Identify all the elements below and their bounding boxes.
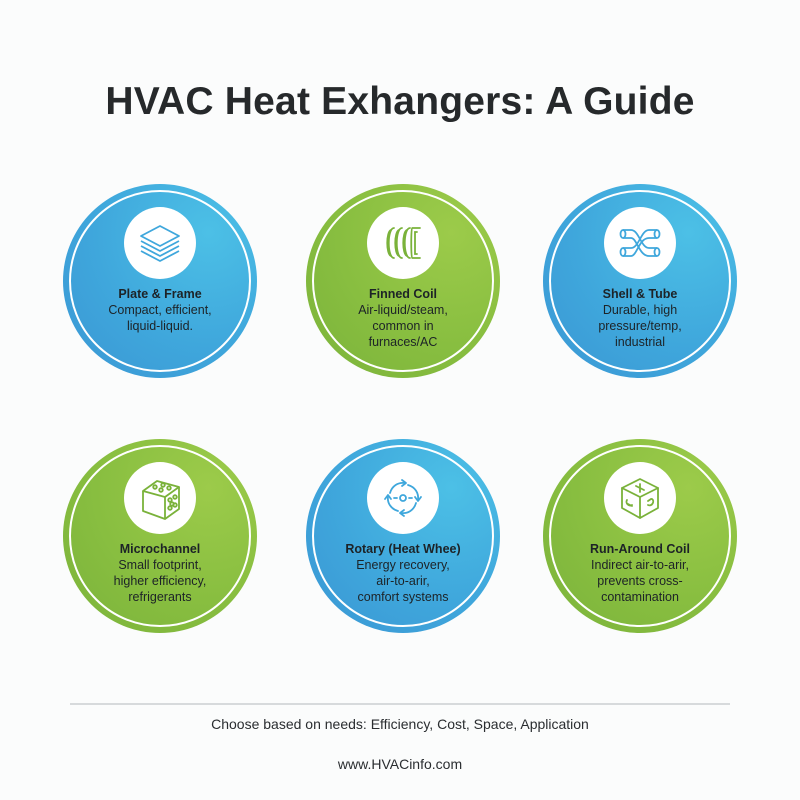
card-desc-line: prevents cross- bbox=[597, 574, 683, 588]
icon-badge bbox=[124, 462, 196, 534]
page-title: HVAC Heat Exhangers: A Guide bbox=[105, 80, 695, 123]
card-desc-line: industrial bbox=[614, 335, 666, 349]
icon-badge bbox=[367, 462, 439, 534]
card-run-around-coil bbox=[543, 439, 737, 633]
card-plate-and-frame bbox=[63, 184, 257, 378]
coil-fins-icon bbox=[378, 218, 428, 268]
card-desc-line: pressure/temp, bbox=[598, 319, 682, 333]
card-desc-line: Air-liquid/steam, bbox=[358, 303, 448, 317]
card-desc-line: air-to-arir, bbox=[376, 574, 430, 588]
card-desc-line: furnaces/AC bbox=[368, 335, 438, 349]
card-desc-line: Durable, high bbox=[602, 303, 678, 317]
card-title: Plate & Frame bbox=[118, 287, 202, 301]
card-text bbox=[561, 286, 719, 350]
footer-website: www.HVACinfo.com bbox=[337, 756, 463, 772]
card-desc-line: higher efficiency, bbox=[113, 574, 207, 588]
card-rotary-heat-wheel bbox=[306, 439, 500, 633]
card-desc-line: refrigerants bbox=[128, 590, 192, 604]
card-title: Shell & Tube bbox=[602, 287, 678, 301]
card-title: Microchannel bbox=[119, 542, 201, 556]
card-microchannel bbox=[63, 439, 257, 633]
footer-tagline: Choose based on needs: Efficiency, Cost, Space, Application bbox=[211, 716, 589, 732]
card-desc-line: common in bbox=[372, 319, 434, 333]
card-text bbox=[324, 286, 482, 350]
card-shell-and-tube bbox=[543, 184, 737, 378]
stacked-plates-icon bbox=[135, 218, 185, 268]
card-desc-line: contamination bbox=[601, 590, 679, 604]
card-finned-coil bbox=[306, 184, 500, 378]
card-title: Run-Around Coil bbox=[590, 542, 690, 556]
rotating-arrows-icon bbox=[378, 473, 428, 523]
card-title: Finned Coil bbox=[368, 287, 438, 301]
icon-badge bbox=[124, 207, 196, 279]
card-desc-line: Small footprint, bbox=[118, 558, 202, 572]
card-desc-line: Indirect air-to-arir, bbox=[591, 558, 689, 572]
icon-badge bbox=[604, 462, 676, 534]
symbol-cube-icon bbox=[615, 473, 665, 523]
card-text bbox=[561, 541, 719, 605]
twisted-tubes-icon bbox=[615, 218, 665, 268]
card-text bbox=[81, 541, 239, 605]
icon-badge bbox=[604, 207, 676, 279]
card-desc-line: Energy recovery, bbox=[356, 558, 450, 572]
dotted-cube-icon bbox=[135, 473, 185, 523]
card-text bbox=[324, 541, 482, 605]
card-desc-line: comfort systems bbox=[357, 590, 449, 604]
card-desc-line: liquid-liquid. bbox=[126, 319, 193, 333]
card-desc-line: Compact, efficient, bbox=[108, 303, 212, 317]
footer-divider bbox=[70, 703, 730, 705]
card-text bbox=[81, 286, 239, 334]
card-title: Rotary (Heat Whee) bbox=[345, 542, 461, 556]
icon-badge bbox=[367, 207, 439, 279]
